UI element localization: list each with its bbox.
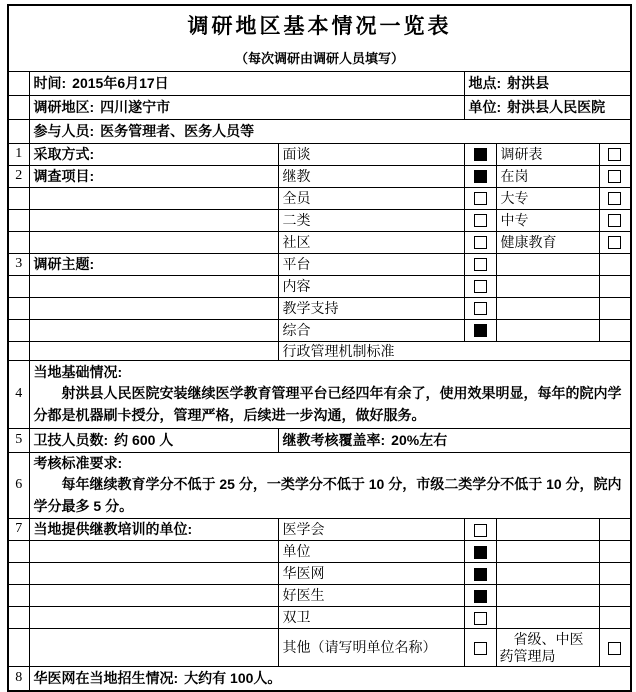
option-junior-college: 大专 [496,187,599,209]
option-other: 其他（请写明单位名称） [278,629,464,667]
page-title: 调研地区基本情况一览表 [187,15,452,39]
row-number: 3 [8,253,29,275]
empty-check-cell [599,563,631,585]
checkbox-huayiwang[interactable] [474,568,487,581]
local-basic-info-cell [29,361,631,429]
region-value: 四川遂宁市 [100,98,171,115]
enrollment-value: 大约有 100人。 [184,670,282,687]
checkbox-junior-college[interactable] [608,192,621,205]
unit-value: 射洪县人民医院 [507,98,606,115]
place-label: 地点: [468,74,502,91]
table-row [8,341,631,361]
checkbox-health-education[interactable] [608,236,621,249]
row-number-cell [8,341,29,361]
assessment-requirement-body: 每年继续教育学分不低于 25 分，一类学分不低于 10 分，市级二类学分不低于 10 分，院内学分最多 5 分。 [33,476,622,515]
region-cell [29,95,464,119]
enrollment-label: 华医网在当地招生情况: [33,670,179,687]
row-number: 5 [8,429,29,453]
empty-label-cell [29,275,278,297]
table-row [8,519,631,541]
health-staff-value: 约 600 人 [114,432,174,449]
empty-label-cell [29,209,278,231]
time-label: 时间: [33,74,67,91]
table-row [8,607,631,629]
participants-cell [29,119,631,143]
assessment-requirement-title: 考核标准要求: [33,455,123,472]
empty-check-cell [599,541,631,563]
table-row [8,667,631,691]
empty-label-cell [29,341,278,361]
empty-check-cell [599,319,631,341]
table-row [8,165,631,187]
row-number: 7 [8,519,29,541]
option-huayiwang: 华医网 [278,563,464,585]
table-row [8,541,631,563]
checkbox-other[interactable] [474,642,487,655]
row-number-cell [8,275,29,297]
row-number-cell [8,541,29,563]
method-label: 采取方式: [29,143,278,165]
checkbox-community[interactable] [474,236,487,249]
empty-check-cell [599,519,631,541]
option-secondary-school: 中专 [496,209,599,231]
page-subtitle: （每次调研由调研人员填写） [235,50,405,66]
training-providers-label: 当地提供继教培训的单位: [29,519,278,541]
row-number-cell [8,119,29,143]
row-number: 8 [8,667,29,691]
row-number-cell [8,209,29,231]
option-survey-form: 调研表 [496,143,599,165]
coverage-label: 继教考核覆盖率: [282,432,386,449]
option-shuangwei: 双卫 [278,607,464,629]
row-number-cell [8,563,29,585]
checkbox-on-duty[interactable] [608,170,621,183]
empty-option-cell [496,319,599,341]
row-number-cell [8,231,29,253]
option-comprehensive: 综合 [278,319,464,341]
checkbox-teaching-support[interactable] [474,302,487,315]
row-number: 4 [8,361,29,429]
row-number: 6 [8,453,29,519]
empty-option-cell [496,253,599,275]
participants-label: 参与人员: [33,122,95,139]
table-row [8,253,631,275]
empty-option-cell [496,297,599,319]
option-haoyisheng: 好医生 [278,585,464,607]
health-staff-label: 卫技人员数: [33,432,109,449]
row-number-cell [8,95,29,119]
checkbox-shuangwei[interactable] [474,612,487,625]
table-row [8,187,631,209]
table-row [8,361,631,429]
table-row [8,297,631,319]
enrollment-cell [29,667,631,691]
table-row [8,209,631,231]
checkbox-comprehensive[interactable] [474,324,487,337]
checkbox-haoyisheng[interactable] [474,590,487,603]
local-basic-info-title: 当地基础情况: [33,364,123,381]
admin-mechanism-text: 行政管理机制标准 [278,341,631,361]
empty-option-cell [496,541,599,563]
coverage-value: 20%左右 [391,432,448,449]
table-row [8,319,631,341]
unit-cell [464,95,631,119]
time-value: 2015年6月17日 [72,74,169,91]
row-number-cell [8,607,29,629]
empty-check-cell [599,275,631,297]
empty-check-cell [599,253,631,275]
row-number-cell [8,319,29,341]
table-row [8,429,631,453]
row-number-cell [8,297,29,319]
checkbox-medical-association[interactable] [474,524,487,537]
table-row [8,453,631,519]
survey-topic-label: 调研主题: [29,253,278,275]
participants-value: 医务管理者、医务人员等 [100,122,255,139]
health-staff-cell [29,429,278,453]
empty-option-cell [496,563,599,585]
title-block [8,5,631,71]
checkbox-provincial-tcm-bureau[interactable] [608,642,621,655]
region-label: 调研地区: [33,98,95,115]
option-provincial-tcm-bureau: 省级、中医药管理局 [496,629,599,667]
checkbox-own-unit[interactable] [474,546,487,559]
empty-label-cell [29,585,278,607]
place-value: 射洪县 [507,74,550,91]
row-number-cell [8,187,29,209]
empty-label-cell [29,297,278,319]
empty-label-cell [29,187,278,209]
empty-option-cell [496,275,599,297]
table-row [8,563,631,585]
option-class-two: 二类 [278,209,464,231]
unit-label: 单位: [468,98,502,115]
option-all-staff: 全员 [278,187,464,209]
empty-check-cell [599,297,631,319]
empty-option-cell [496,519,599,541]
assessment-requirement-cell [29,453,631,519]
option-teaching-support: 教学支持 [278,297,464,319]
option-own-unit: 单位 [278,541,464,563]
row-number-cell [8,585,29,607]
survey-table [7,4,632,692]
table-row [8,143,631,165]
survey-items-label: 调查项目: [29,165,278,187]
empty-option-cell [496,585,599,607]
local-basic-info-body: 射洪县人民医院安装继续医学教育管理平台已经四年有余了，使用效果明显，每年的院内学分都是机器刷卡授分，管理严格，后续进一步沟通，做好服务。 [33,385,622,424]
option-cme: 继教 [278,165,464,187]
row-number-cell [8,71,29,95]
row-number: 2 [8,165,29,187]
row-number-cell [8,629,29,667]
table-row [8,585,631,607]
empty-label-cell [29,319,278,341]
table-row [8,231,631,253]
option-health-education: 健康教育 [496,231,599,253]
option-medical-association: 医学会 [278,519,464,541]
empty-option-cell [496,607,599,629]
checkbox-secondary-school[interactable] [608,214,621,227]
checkbox-interview[interactable] [474,148,487,161]
row-number: 1 [8,143,29,165]
option-content: 内容 [278,275,464,297]
place-cell [464,71,631,95]
empty-label-cell [29,563,278,585]
time-cell [29,71,464,95]
checkbox-class-two[interactable] [474,214,487,227]
option-on-duty: 在岗 [496,165,599,187]
checkbox-survey-form[interactable] [608,148,621,161]
option-platform: 平台 [278,253,464,275]
option-community: 社区 [278,231,464,253]
checkbox-cme[interactable] [474,170,487,183]
empty-check-cell [599,585,631,607]
option-interview: 面谈 [278,143,464,165]
empty-check-cell [599,607,631,629]
empty-label-cell [29,629,278,667]
checkbox-platform[interactable] [474,258,487,271]
empty-label-cell [29,607,278,629]
coverage-cell [278,429,631,453]
empty-label-cell [29,541,278,563]
table-row [8,629,631,667]
table-row [8,275,631,297]
empty-label-cell [29,231,278,253]
checkbox-content[interactable] [474,280,487,293]
checkbox-all-staff[interactable] [474,192,487,205]
